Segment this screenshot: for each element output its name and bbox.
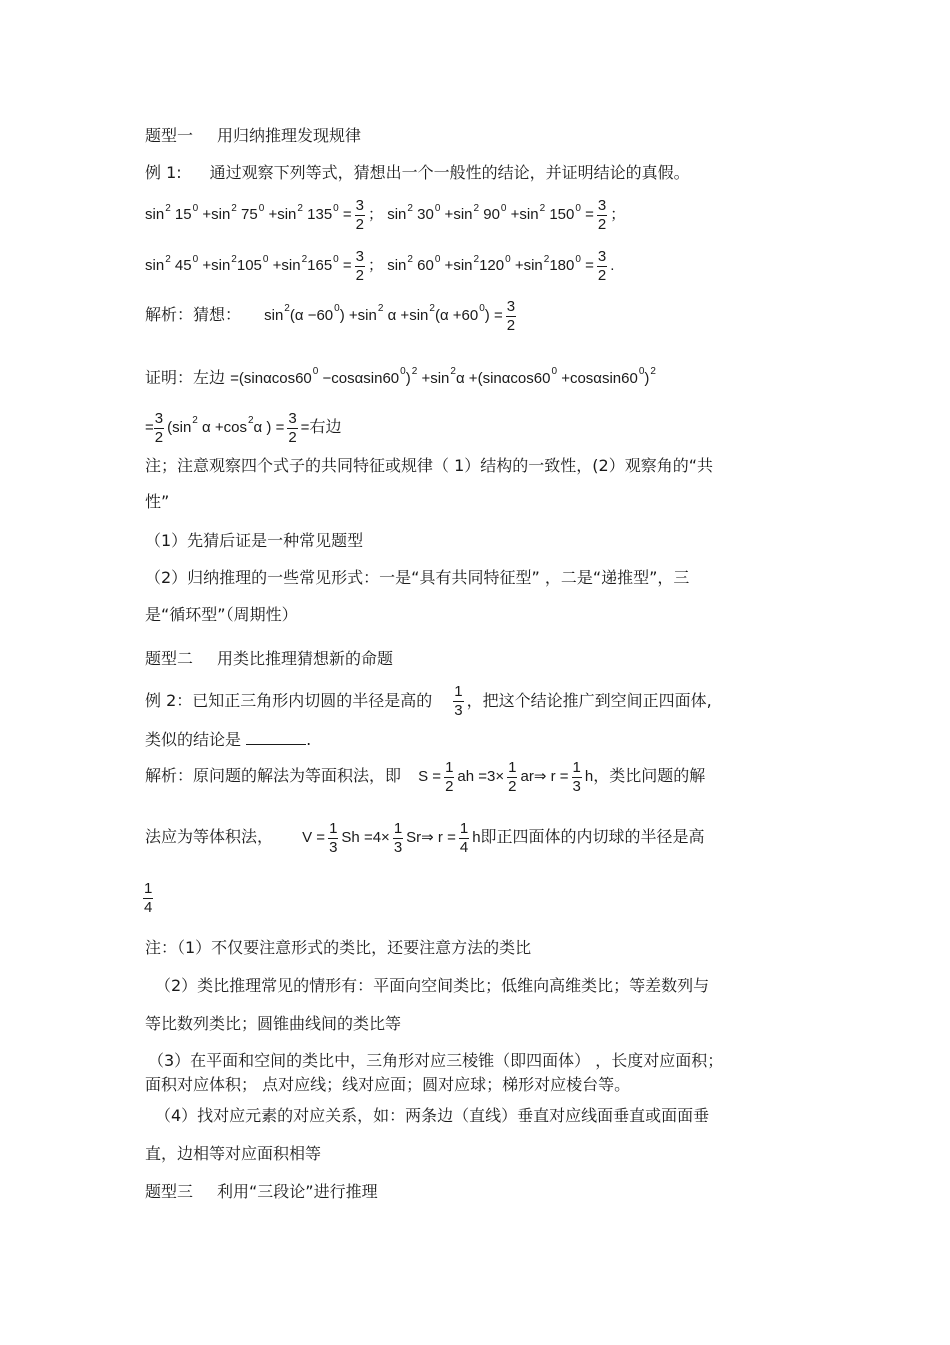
example-2-cont: 类似的结论是 . — [145, 730, 312, 749]
note-2-line-5: 面积对应体积； 点对应线；线对应面；圆对应球；梯形对应棱台等。 — [145, 1075, 631, 1094]
solution-2-line-2: 法应为等体积法， V = $\frac{1}{3}$ Sh =4× $\frac{1}{3}$ Sr⇒ r = $\frac{1}{4}$ h即正四面体的内切球的半径是高 — [145, 819, 705, 856]
solution-2-fraction: $\frac{1}{4}$ — [144, 880, 153, 916]
equation-row-2: sin2 450 +sin21050 +sin21650 = $\frac{3}{2}$ ； sin2 600 +sin21200 +sin21800 = $\frac{3}{2}$ . — [145, 247, 615, 284]
equation-row-1: sin2 150 +sin2 750 +sin2 1350 = $\frac{3}{2}$ ； sin2 300 +sin2 900 +sin2 1500 = $\frac{3}{2}$ ； — [145, 196, 626, 233]
note-1-point-2a: （2）归纳推理的一些常见形式：一是“具有共同特征型” ，二是“递推型”，三 — [145, 568, 690, 587]
example-1: 例 1: 通过观察下列等式，猜想出一个一般性的结论，并证明结论的真假。 — [145, 163, 690, 182]
section-2-title: 题型二 用类比推理猜想新的命题 — [145, 649, 394, 668]
note-1-line-2: 性” — [145, 492, 170, 511]
answer-blank — [246, 730, 306, 745]
note-1-point-2b: 是“循环型”（周期性） — [145, 605, 298, 624]
note-2-line-2: （2）类比推理常见的情形有：平面向空间类比；低维向高维类比；等差数列与 — [155, 976, 710, 995]
note-2-line-1: 注：（1）不仅要注意形式的类比，还要注意方法的类比 — [145, 938, 532, 957]
section-1-title: 题型一 用归纳推理发现规律 — [145, 126, 362, 145]
note-1-line-1: 注；注意观察四个式子的共同特征或规律（ 1）结构的一致性，(2）观察角的“共 — [145, 456, 713, 475]
note-2-line-4: （3）在平面和空间的类比中，三角形对应三棱锥（即四面体） ，长度对应面积； — [148, 1051, 724, 1070]
proof-line-2: = $\frac{3}{2}$ (sin2 α +cos2α ) = $\frac{3}{2}$ =右边 — [145, 409, 342, 446]
note-2-line-7: 直，边相等对应面积相等 — [145, 1144, 322, 1163]
note-2-line-3: 等比数列类比；圆锥曲线间的类比等 — [145, 1014, 402, 1033]
note-1-point-1: （1）先猜后证是一种常见题型 — [145, 531, 364, 550]
proof-line-1: 证明：左边 =(sinαcos600 −cosαsin600)2 +sin2α +(sinαcos600 +cosαsin600)2 — [145, 366, 656, 387]
section-3-title: 题型三 利用“三段论”进行推理 — [145, 1182, 378, 1201]
solution-2-line-1: 解析：原问题的解法为等面积法，即 S = $\frac{1}{2}$ ah =3× $\frac{1}{2}$ ar⇒ r = $\frac{1}{3}$ h，类比问题的解 — [145, 758, 706, 795]
solution-1-conjecture: 解析：猜想： sin2(α −600) +sin2 α +sin2(α +600) = $\frac{3}{2}$ — [145, 297, 516, 334]
note-2-line-6: （4）找对应元素的对应关系，如：两条边（直线）垂直对应线面垂直或面面垂 — [155, 1106, 710, 1125]
example-2: 例 2：已知正三角形内切圆的半径是高的 $\frac{1}{3}$ ，把这个结论推广到空间正四面体, — [145, 683, 712, 719]
